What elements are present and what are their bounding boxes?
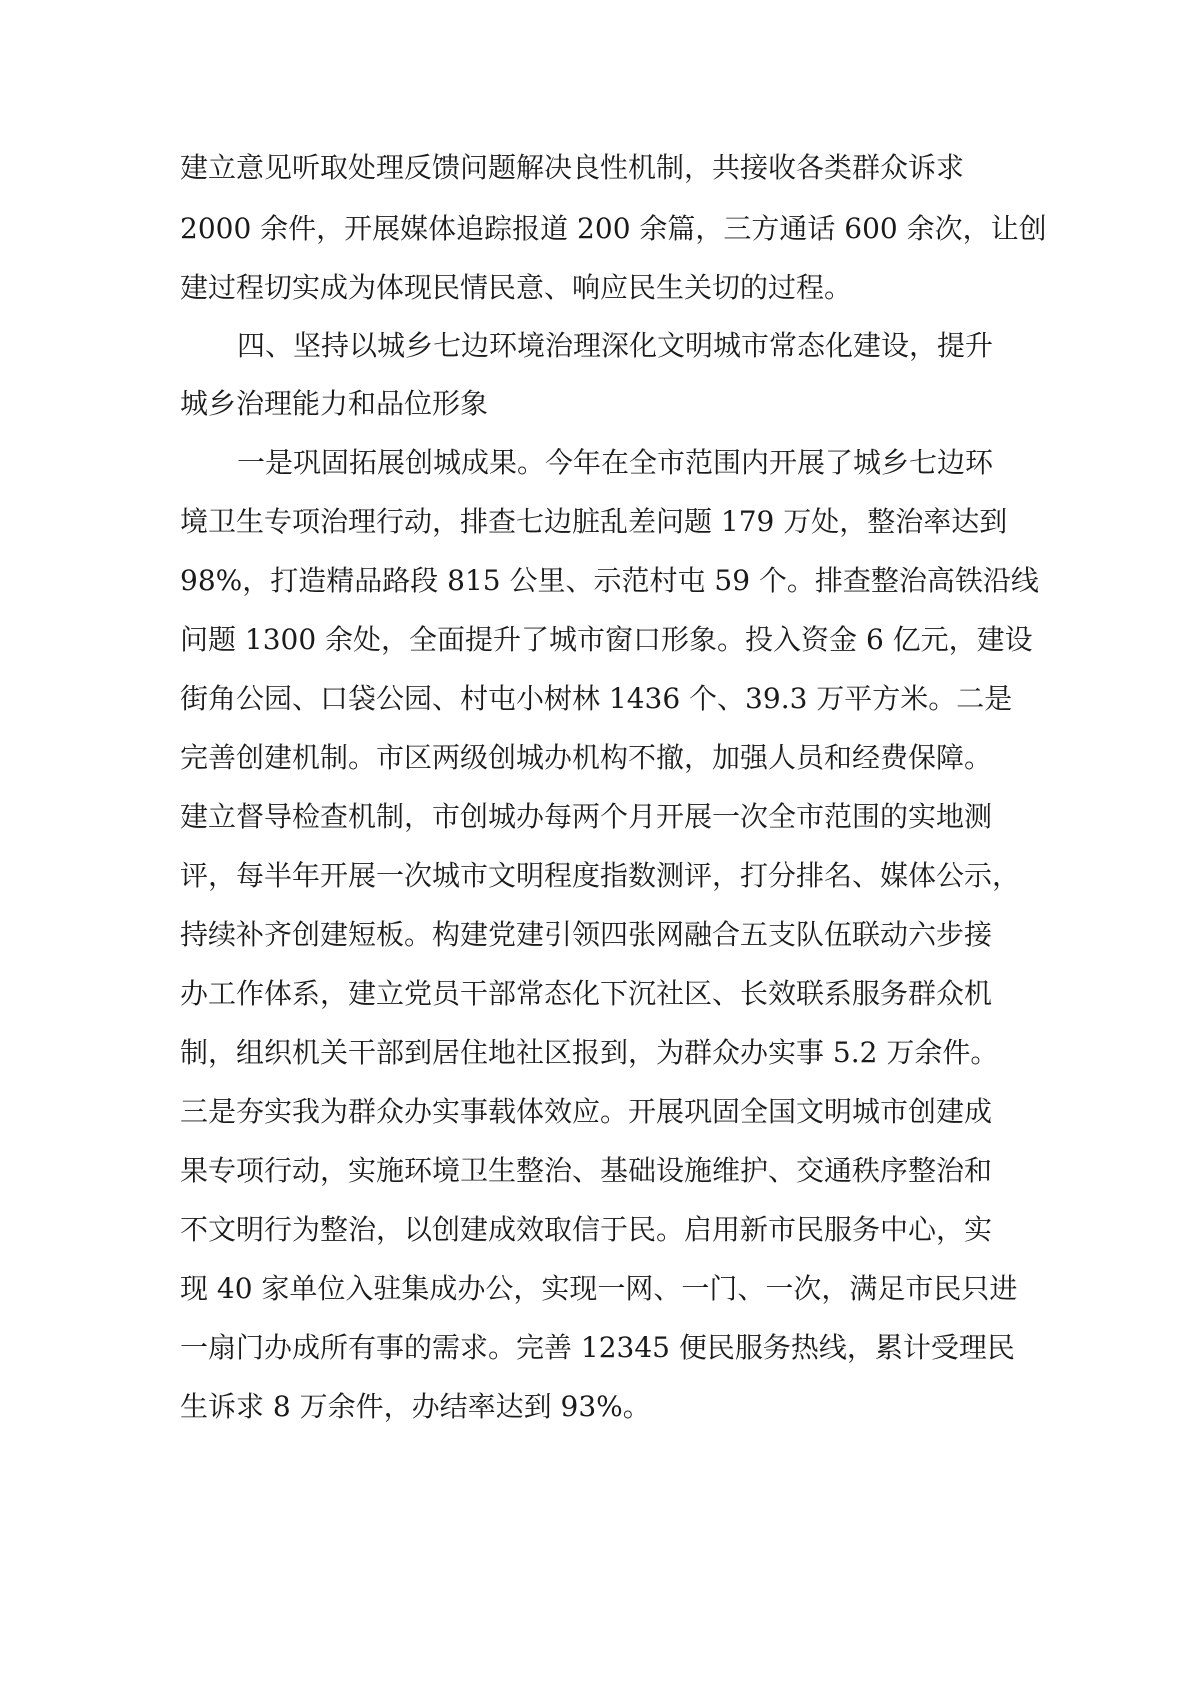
body-text-line: 98%，打造精品路段 815 公里、示范村屯 59 个。排查整治高铁沿线 [180,564,1039,597]
body-text-line: 不文明行为整治，以创建成效取信于民。启用新市民服务中心，实 [180,1213,993,1246]
body-text-line: 街角公园、口袋公园、村屯小树林 1436 个、39.3 万平方米。二是 [180,682,1013,715]
body-text-line: 三是夯实我为群众办实事载体效应。开展巩固全国文明城市创建成 [180,1095,993,1128]
body-text-line: 境卫生专项治理行动，排查七边脏乱差问题 179 万处，整治率达到 [180,505,1008,538]
body-text-line: 办工作体系，建立党员干部常态化下沉社区、长效联系服务群众机 [180,977,993,1010]
body-text-line: 持续补齐创建短板。构建党建引领四张网融合五支队伍联动六步接 [180,918,993,951]
section-heading-line: 四、坚持以城乡七边环境治理深化文明城市常态化建设，提升 [237,329,994,362]
body-text-line: 完善创建机制。市区两级创城办机构不撤，加强人员和经费保障。 [180,741,993,774]
body-text-line: 制，组织机关干部到居住地社区报到，为群众办实事 5.2 万余件。 [180,1036,999,1069]
body-text-line: 2000 余件，开展媒体追踪报道 200 余篇，三方通话 600 余次，让创 [180,212,1047,245]
body-text-line: 现 40 家单位入驻集成办公，实现一网、一门、一次，满足市民只进 [180,1272,1018,1305]
body-text-line: 一是巩固拓展创城成果。今年在全市范围内开展了城乡七边环 [237,446,994,479]
body-text-line: 建过程切实成为体现民情民意、响应民生关切的过程。 [180,271,853,304]
body-text-line: 建立督导检查机制，市创城办每两个月开展一次全市范围的实地测 [180,800,993,833]
body-text-line: 建立意见听取处理反馈问题解决良性机制，共接收各类群众诉求 [180,151,965,184]
body-text-line: 问题 1300 余处，全面提升了城市窗口形象。投入资金 6 亿元，建设 [180,623,1033,656]
body-text-line: 生诉求 8 万余件，办结率达到 93%。 [180,1390,651,1423]
body-text-line: 一扇门办成所有事的需求。完善 12345 便民服务热线，累计受理民 [180,1331,1015,1364]
body-text-line: 果专项行动，实施环境卫生整治、基础设施维护、交通秩序整治和 [180,1154,993,1187]
section-heading-line: 城乡治理能力和品位形象 [180,387,489,420]
body-text-line: 评，每半年开展一次城市文明程度指数测评，打分排名、媒体公示， [180,859,1021,892]
